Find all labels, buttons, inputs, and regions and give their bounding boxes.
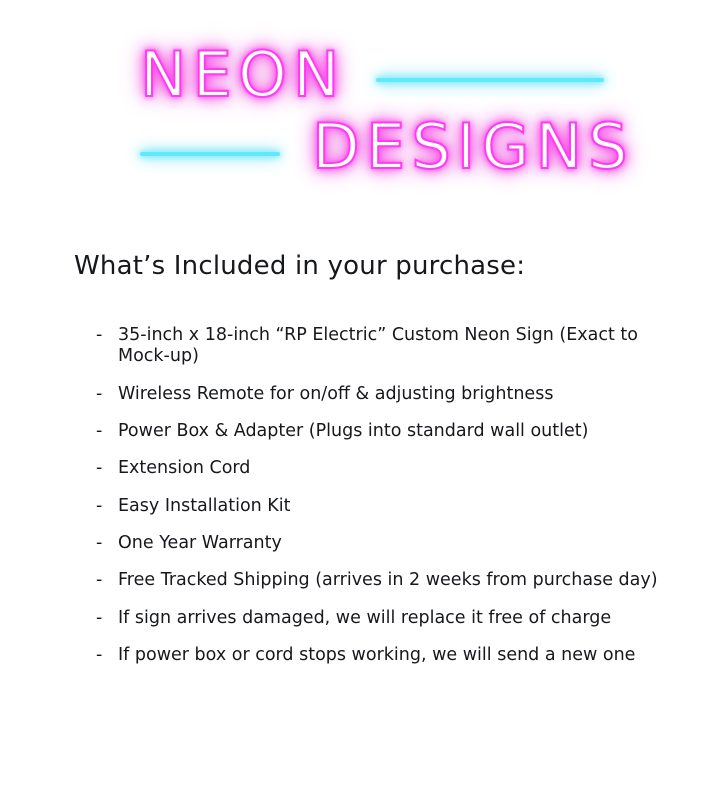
cyan-neon-bar-top-icon — [376, 78, 604, 82]
list-item — [96, 458, 669, 479]
bullet-marker: - — [96, 383, 103, 404]
bullet-marker: - — [96, 458, 103, 479]
list-item-label: Wireless Remote for on/off & adjusting brightness — [118, 383, 554, 404]
neon-designs-logo — [0, 0, 709, 215]
list-item — [96, 570, 669, 591]
page-title: What’s Included in your purchase: — [74, 251, 526, 281]
list-item-label: If power box or cord stops working, we will send a new one — [118, 645, 636, 666]
list-item — [96, 384, 669, 405]
list-item-label: Easy Installation Kit — [118, 495, 291, 516]
bullet-marker: - — [96, 533, 103, 554]
list-item — [96, 533, 669, 554]
logo-word-neon: NEON — [140, 38, 346, 111]
list-item — [96, 496, 669, 517]
list-item — [96, 645, 669, 666]
cyan-neon-bar-bottom-icon — [140, 152, 280, 156]
bullet-marker: - — [96, 495, 103, 516]
list-item-label: 35-inch x 18-inch “RP Electric” Custom Neon Sign (Exact to Mock-up) — [118, 325, 638, 367]
list-item-label: Power Box & Adapter (Plugs into standard wall outlet) — [118, 421, 589, 442]
logo-word-designs: DESIGNS — [312, 110, 634, 183]
list-item-label: If sign arrives damaged, we will replace it free of charge — [118, 607, 612, 628]
bullet-marker: - — [96, 421, 103, 442]
list-item-label: Extension Cord — [118, 458, 251, 479]
content-section — [0, 215, 709, 666]
included-items-list — [40, 325, 669, 666]
list-item — [96, 325, 669, 368]
bullet-marker: - — [96, 607, 103, 628]
list-item — [96, 421, 669, 442]
list-item — [96, 608, 669, 629]
bullet-marker: - — [96, 570, 103, 591]
bullet-marker: - — [96, 645, 103, 666]
bullet-marker: - — [96, 325, 103, 345]
list-item-label: Free Tracked Shipping (arrives in 2 weeks from purchase day) — [118, 570, 658, 591]
list-item-label: One Year Warranty — [118, 533, 282, 554]
